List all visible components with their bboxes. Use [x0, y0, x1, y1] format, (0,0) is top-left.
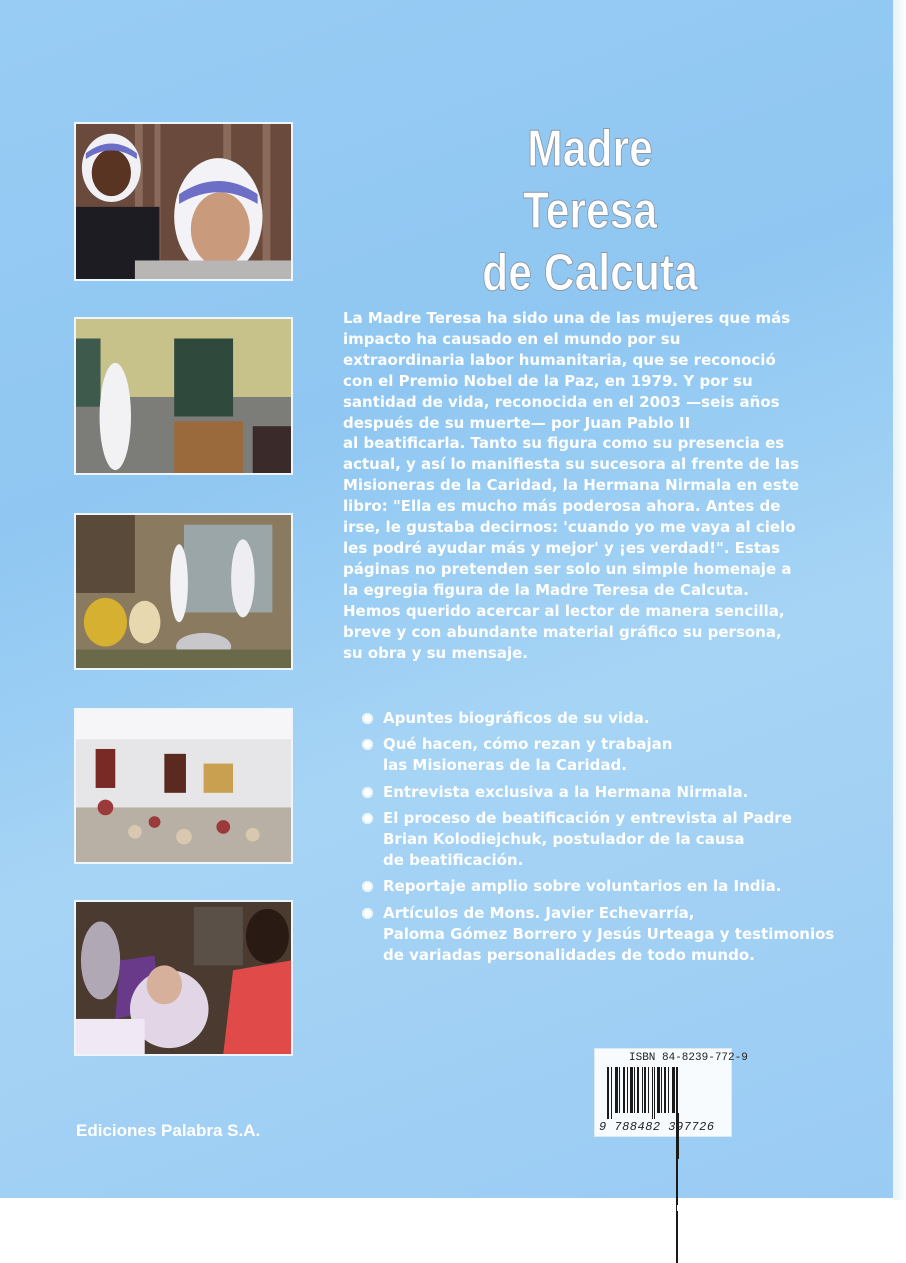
bullet-icon [362, 813, 373, 824]
bullet-icon [362, 908, 373, 919]
bullet-icon [362, 713, 373, 724]
description-line: irse, le gustaba decirnos: 'cuando yo me vaya al cielo [343, 518, 796, 537]
feature-item: Entrevista exclusiva a la Hermana Nirmala. [362, 782, 842, 803]
book-title [467, 118, 713, 304]
description-line: les podré ayudar más y mejor' y ¡es verdad!". Estas [343, 538, 781, 557]
title-line-1: Madre Teresa [522, 120, 658, 240]
bullet-icon [362, 881, 373, 892]
description-line: actual, y así lo manifiesta su sucesora al frente de las [343, 455, 800, 474]
description-line: extraordinaria labor humanitaria, que se reconoció [343, 350, 776, 369]
feature-item: El proceso de beatificación y entrevista al Padre Brian Kolodiejchuk, postulador de la causa de beatificación. [362, 808, 842, 871]
bullet-icon [362, 739, 373, 750]
feature-item: Artículos de Mons. Javier Echevarría, Paloma Gómez Borrero y Jesús Urteaga y testimonios de variadas personalidades de todo mundo. [362, 903, 842, 966]
description-line: Hemos querido acercar al lector de manera sencilla, [343, 601, 785, 620]
description-line: libro: "Ella es mucho más poderosa ahora. Antes de [343, 497, 781, 516]
photo-women-cooking [74, 513, 293, 670]
description-line: La Madre Teresa ha sido una de las mujeres que más [343, 309, 791, 327]
description-line: breve y con abundante material gráfico su persona, [343, 622, 782, 641]
feature-item: Reportaje amplio sobre voluntarios en la India. [362, 876, 842, 897]
photo-sister-courtyard [74, 317, 293, 475]
description-line: su obra y su mensaje. [343, 643, 528, 662]
description-line: santidad de vida, reconocida en el 2003 —seis años [343, 392, 780, 411]
ean-number: 9 788482 397726 [599, 1120, 715, 1134]
isbn-barcode [594, 1048, 748, 1137]
description-line: la egregia figura de la Madre Teresa de Calcuta. [343, 580, 749, 599]
bullet-icon [362, 787, 373, 798]
isbn-label: ISBN 84-8239-772-9 [629, 1052, 748, 1064]
description-line: después de su muerte— por Juan Pablo II [343, 413, 691, 432]
feature-item: Apuntes biográficos de su vida. [362, 708, 842, 729]
description-line: Misioneras de la Caridad, la Hermana Nirmala en este [343, 476, 800, 495]
description-line: páginas no pretenden ser solo un simple homenaje a [343, 559, 792, 578]
description-line: impacto ha causado en el mundo por su [343, 329, 681, 348]
photo-volunteer-elderly [74, 900, 293, 1056]
publisher-name: Ediciones Palabra S.A. [76, 1121, 261, 1140]
description-text [343, 308, 843, 663]
feature-list [362, 708, 842, 971]
barcode-icon [607, 1067, 721, 1119]
title-line-2: de Calcuta [482, 244, 698, 302]
description-line: con el Premio Nobel de la Paz, en 1979. Y por su [343, 371, 753, 390]
description-line: al beatificarla. Tanto su figura como su presencia es [343, 434, 785, 453]
cover-edge [893, 0, 906, 1200]
photo-group-courtyard [74, 708, 293, 864]
photo-teresa-portrait [74, 122, 293, 281]
feature-item: Qué hacen, cómo rezan y trabajan las Misioneras de la Caridad. [362, 734, 842, 776]
